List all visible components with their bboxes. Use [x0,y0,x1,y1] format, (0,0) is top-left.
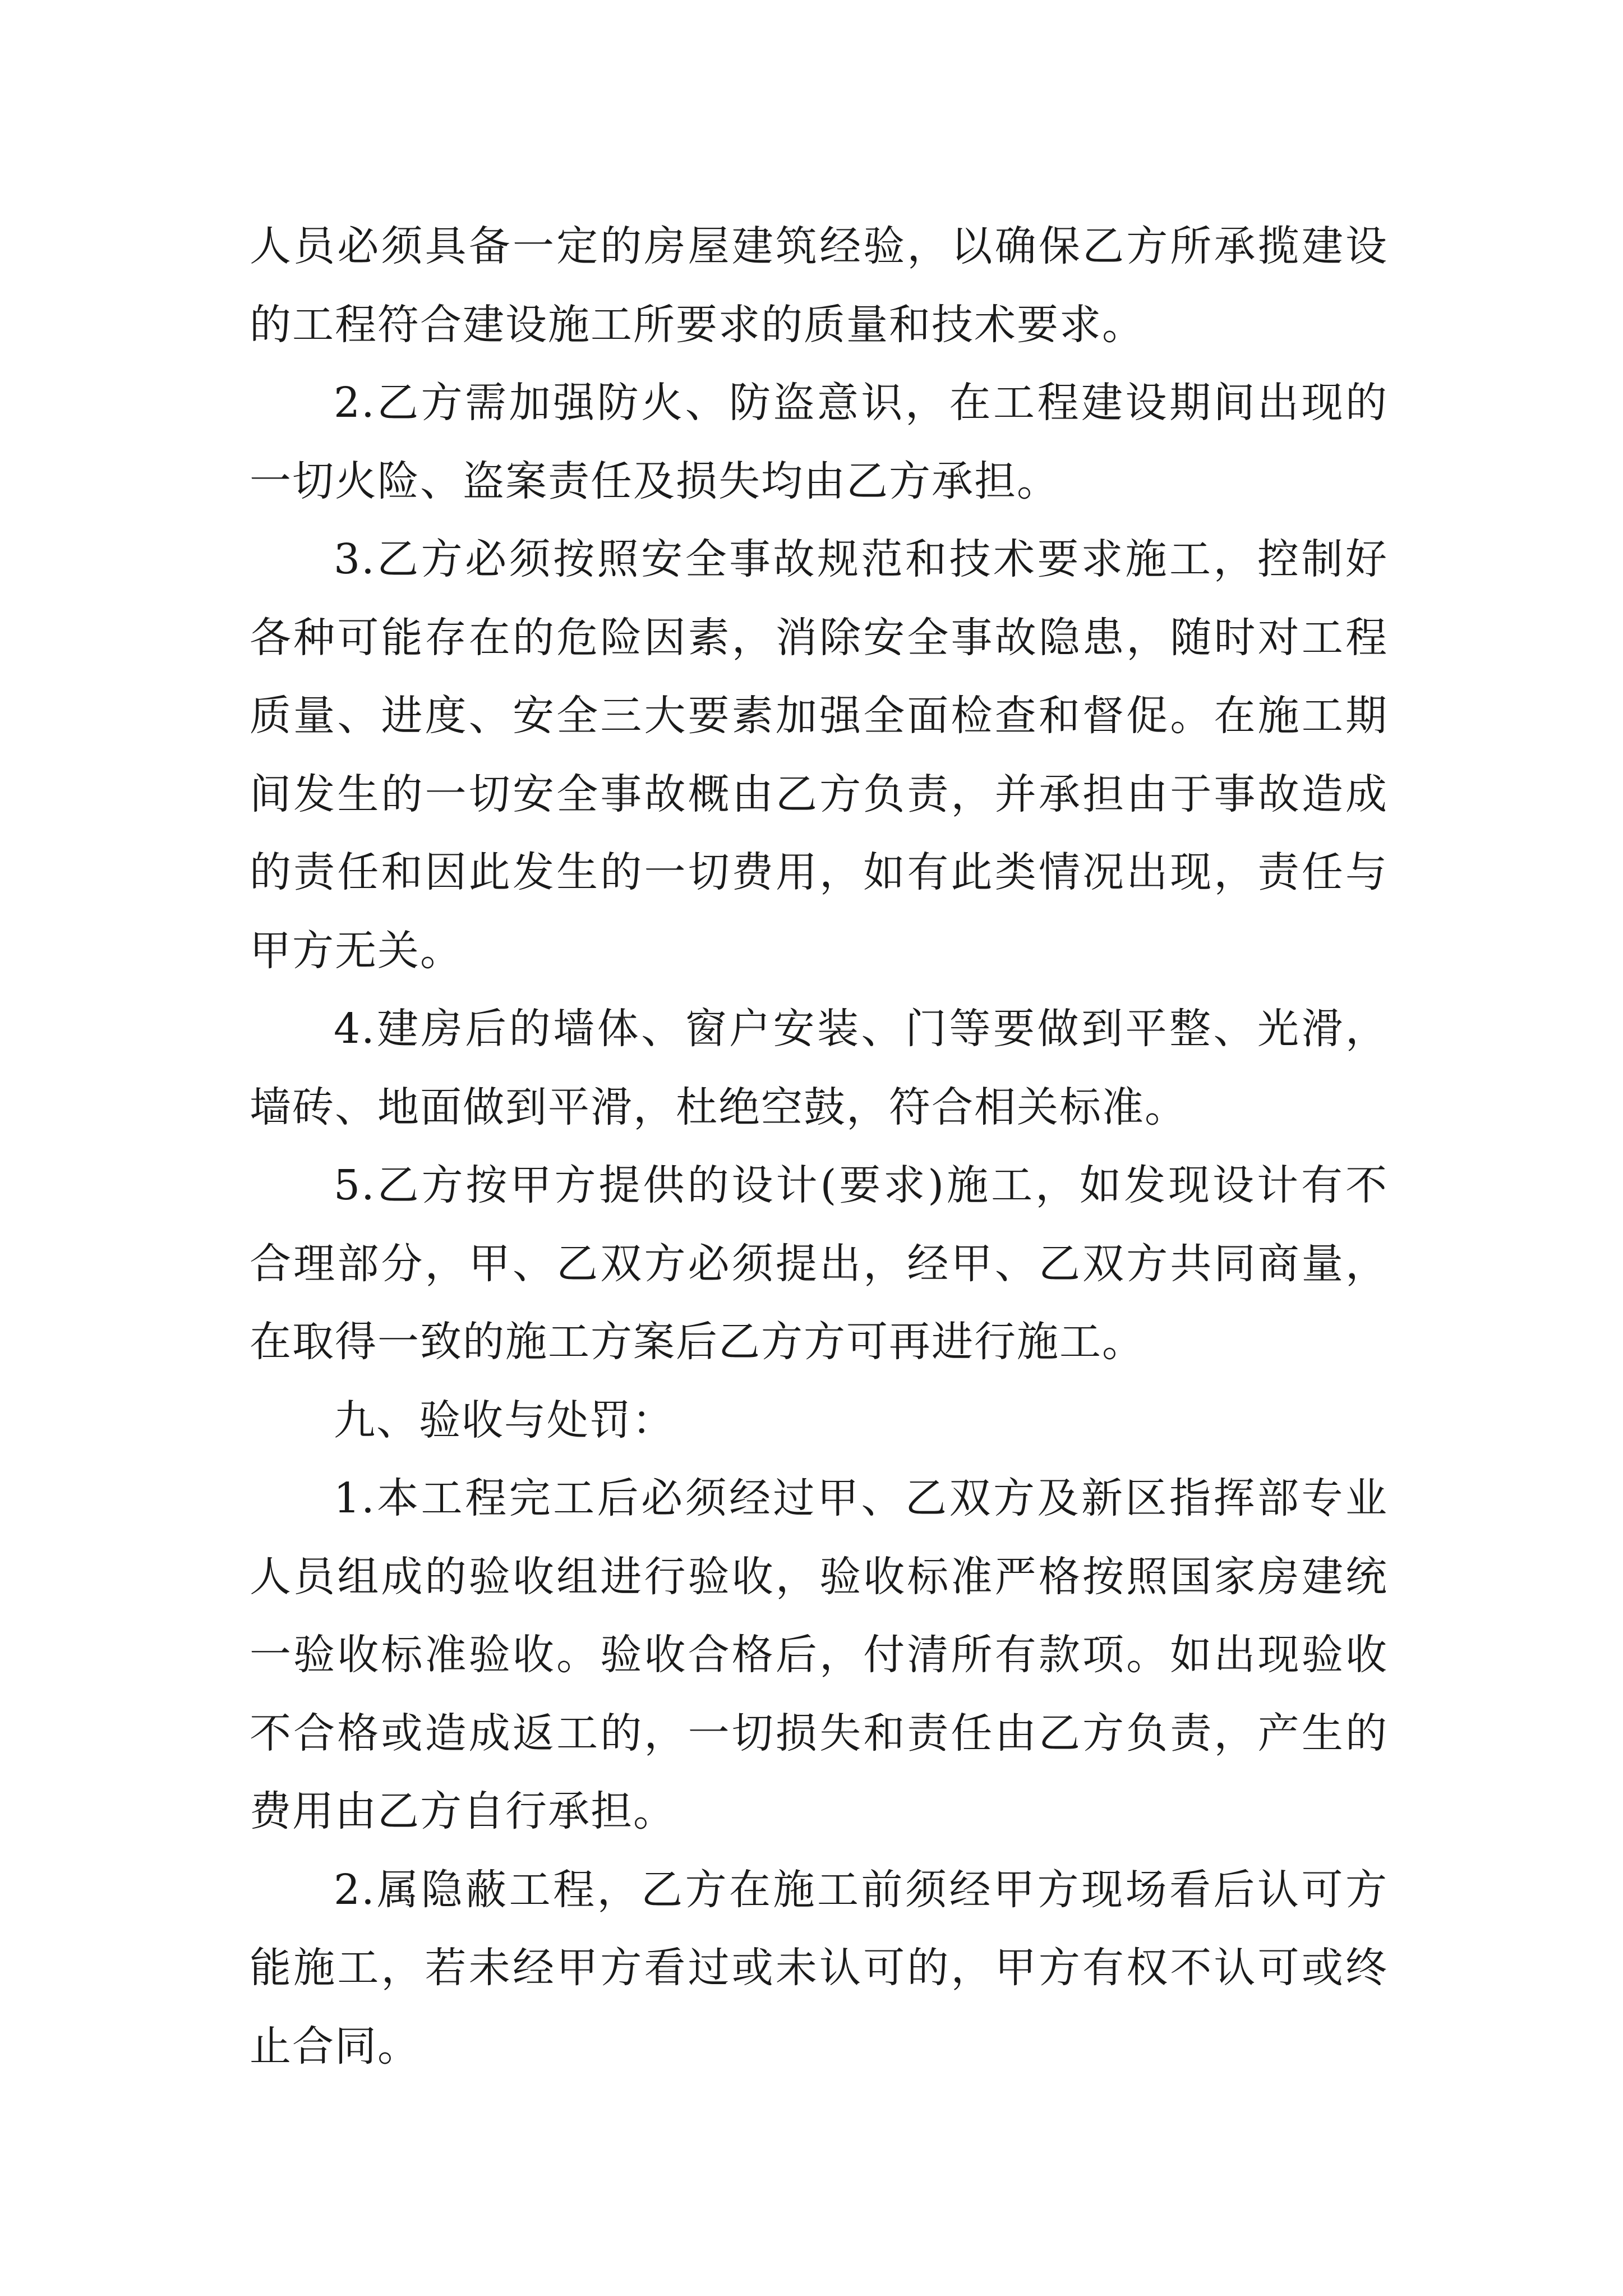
text-line: 墙砖、地面做到平滑，杜绝空鼓，符合相关标准。 [250,1083,1187,1131]
text-line: 1.本工程完工后必须经过甲、乙双方及新区指挥部专业 [334,1474,1388,1522]
text-line: 的工程符合建设施工所要求的质量和技术要求。 [250,300,1145,349]
text-line: 一验收标准验收。验收合格后，付清所有款项。如出现验收 [250,1631,1388,1679]
text-line: 九、验收与处罚： [334,1396,675,1444]
text-line: 2.乙方需加强防火、防盗意识，在工程建设期间出现的 [334,379,1388,427]
text-line: 费用由乙方自行承担。 [250,1787,676,1835]
text-line: 能施工，若未经甲方看过或未认可的，甲方有权不认可或终 [250,1944,1388,1992]
text-line: 合理部分，甲、乙双方必须提出，经甲、乙双方共同商量， [250,1239,1388,1288]
text-line: 止合同。 [250,2022,420,2070]
text-line: 3.乙方必须按照安全事故规范和技术要求施工，控制好 [334,535,1388,583]
text-line: 各种可能存在的危险因素，消除安全事故隐患，随时对工程 [250,613,1388,662]
text-line: 间发生的一切安全事故概由乙方负责，并承担由于事故造成 [250,770,1388,818]
text-line: 甲方无关。 [250,926,463,975]
text-line: 一切火险、盗案责任及损失均由乙方承担。 [250,457,1059,505]
text-line: 2.属隐蔽工程，乙方在施工前须经甲方现场看后认可方 [334,1865,1388,1914]
document-body [250,208,1388,2086]
text-line: 人员必须具备一定的房屋建筑经验，以确保乙方所承揽建设 [250,222,1388,270]
text-line: 5.乙方按甲方提供的设计(要求)施工，如发现设计有不 [334,1161,1388,1209]
text-line: 在取得一致的施工方案后乙方方可再进行施工。 [250,1318,1145,1366]
text-line: 质量、进度、安全三大要素加强全面检查和督促。在施工期 [250,692,1388,740]
text-line: 4.建房后的墙体、窗户安装、门等要做到平整、光滑， [334,1005,1388,1053]
text-line: 的责任和因此发生的一切费用，如有此类情况出现，责任与 [250,848,1388,896]
text-line: 不合格或造成返工的，一切损失和责任由乙方负责，产生的 [250,1709,1388,1757]
text-line: 人员组成的验收组进行验收，验收标准严格按照国家房建统 [250,1552,1388,1601]
